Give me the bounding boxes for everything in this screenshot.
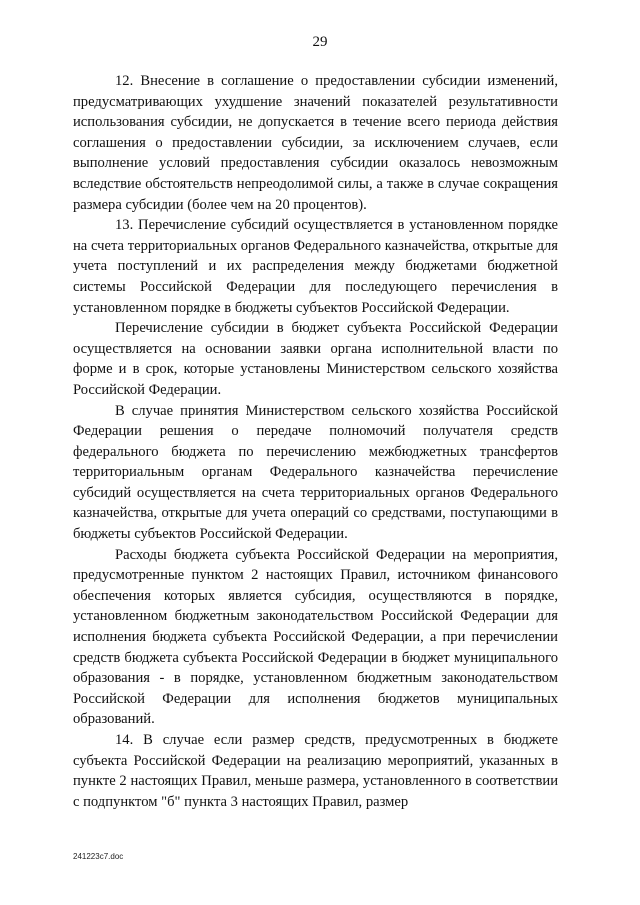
paragraph-12: 12. Внесение в соглашение о предоставлении субсидии изменений, предусматривающих ухудшение значений показателей результативности использования субсидии, не допускается в течение всего периода действия соглашения о предоставлении субсидии, за исключением случаев, если выполнение условий предоставления субсидии оказалось невозможным вследствие обстоятельств непреодолимой силы, а также в случае сокращения размера субсидии (более чем на 20 процентов). <box>73 73 558 213</box>
paragraph-14: 14. В случае если размер средств, предусмотренных в бюджете субъекта Российской Федерации на реализацию мероприятий, указанных в пункте 2 настоящих Правил, меньше размера, установленного в соответствии с подпунктом "б" пункта 3 настоящих Правил, размер <box>73 732 558 810</box>
document-body <box>73 71 558 812</box>
paragraph-13-delegation: В случае принятия Министерством сельского хозяйства Российской Федерации решения о передаче полномочий получателя средств федерального бюджета по перечислению межбюджетных трансфертов территориальным органам Федерального казначейства перечисление субсидий осуществляется на счета территориальных органов Федерального казначейства, открытые для учета операций со средствами, поступающими в бюджеты субъектов Российской Федерации. <box>73 402 558 543</box>
paragraph-13-expenses: Расходы бюджета субъекта Российской Федерации на мероприятия, предусмотренные пунктом 2 настоящих Правил, источником финансового обеспечения которых является субсидия, осуществляются в порядке, установленном бюджетным законодательством Российской Федерации для исполнения бюджета субъекта Российской Федерации, а при перечислении средств бюджета субъекта Российской Федерации в бюджет муниципального образования - в порядке, установленном бюджетным законодательством Российской Федерации для исполнения бюджетов муниципальных образований. <box>73 546 558 728</box>
page-number: 29 <box>312 34 328 50</box>
document-file-code: 241223c7.doc <box>73 852 124 861</box>
paragraph-13-transfer-request: Перечисление субсидии в бюджет субъекта Российской Федерации осуществляется на основании заявки органа исполнительной власти по форме и в срок, которые установлены Министерством сельского хозяйства Российской Федерации. <box>73 320 558 398</box>
paragraph-13: 13. Перечисление субсидий осуществляется в установленном порядке на счета территориальных органов Федерального казначейства, открытые для учета поступлений и их распределения между бюджетами бюджетной системы Российской Федерации для последующего перечисления в установленном порядке в бюджеты субъектов Российской Федерации. <box>73 217 558 316</box>
